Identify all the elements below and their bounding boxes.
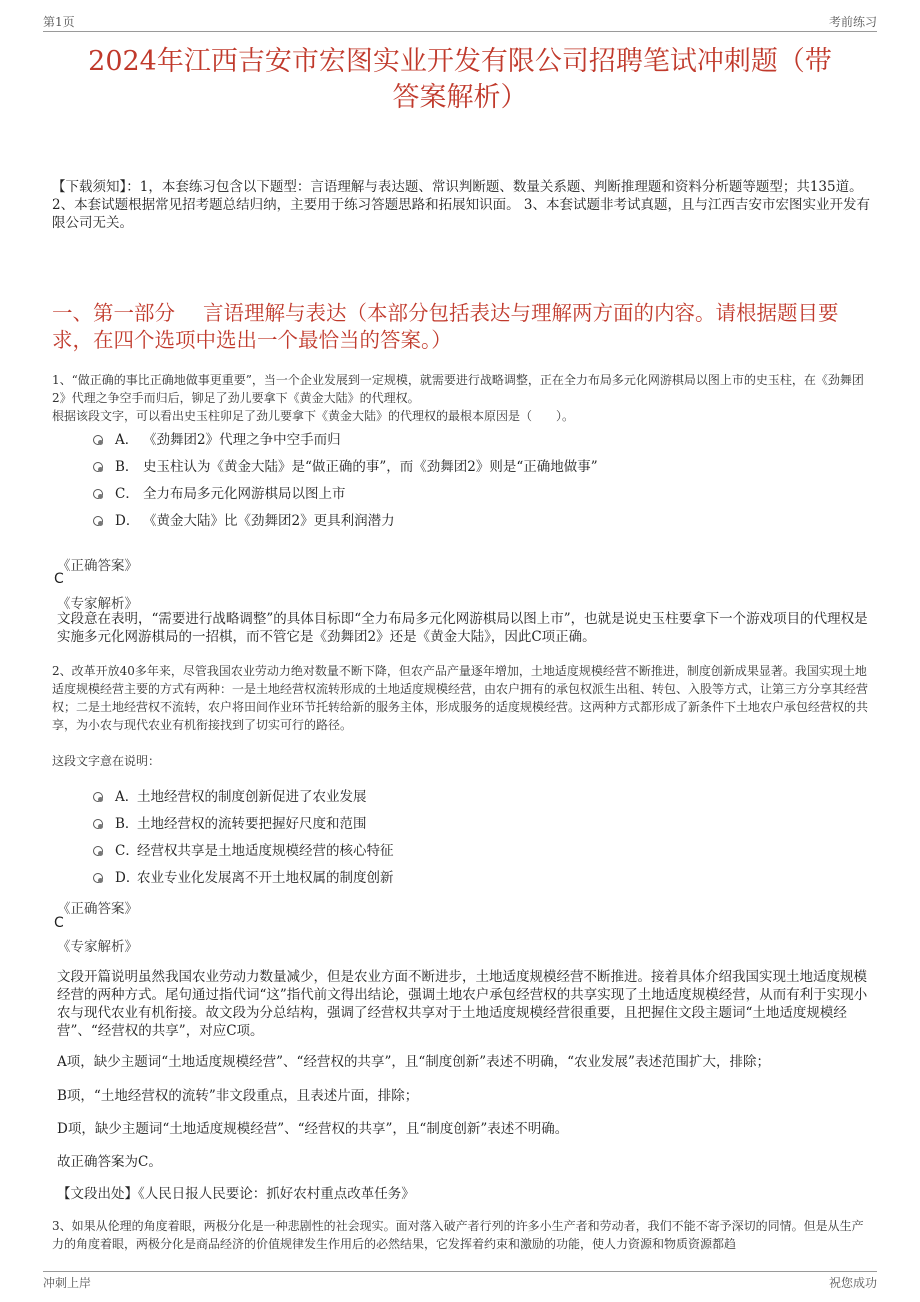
question-2-option-a-note: A项，缺少主题词“土地适度规模经营”、“经营权的共享”，且“制度创新”表述不明确，“农业发展”表述范围扩大，排除； <box>57 1054 770 1070</box>
section-number: 一、第一部分 <box>52 301 175 325</box>
question-1-stem <box>52 371 872 425</box>
question-1-analysis-label: 《专家解析》 <box>57 596 138 612</box>
question-3-passage: 3、如果从伦理的角度着眼，两极分化是一种悲剧性的社会现实。面对落入破产者行列的许多小生产者和劳动者，我们不能不寄予深切的同情。但是从生产力的角度着眼，两极分化是商品经济的价值规律发生作用后的必然结果，它发挥着约束和激励的功能，使人力资源和物质资源都趋 <box>52 1219 864 1251</box>
question-2-answer-label: 《正确答案》 <box>57 901 138 917</box>
option-text: 史玉柱认为《黄金大陆》是“做正确的事”，而《劲舞团2》则是“正确地做事” <box>143 459 598 475</box>
radio-button-icon[interactable] <box>93 462 103 472</box>
option-letter: D． <box>115 513 140 529</box>
question-2-option-a[interactable] <box>93 787 793 814</box>
question-2-conclusion: 故正确答案为C。 <box>57 1154 162 1170</box>
question-1-answer-label: 《正确答案》 <box>57 558 138 574</box>
question-2-analysis: 文段开篇说明虽然我国农业劳动力数量减少，但是农业方面不断进步，土地适度规模经营不断推进。接着具体介绍我国实现土地适度规模经营的两种方式。尾句通过指代词“这”指代前文得出结论，强调土地农户承包经营权的共享实现了土地适度规模经营，从而有利于实现小农与现代农业有机衔接。故文段为分总结构，强调了经营权共享对于土地适度规模经营很重要，且把握住文段主题词“土地适度规模经营”、“经营权的共享”，对应C项。 <box>57 969 868 1039</box>
footer-right-text: 祝您成功 <box>828 1276 877 1290</box>
option-letter: B． <box>115 816 139 832</box>
page-footer <box>43 1271 877 1290</box>
question-1-answer: C <box>54 571 64 587</box>
question-2-passage: 2、改革开放40多年来，尽管我国农业劳动力绝对数量不断下降，但农产品产量逐年增加，土地适度规模经营不断推进，制度创新成果显著。我国实现土地适度规模经营主要的方式有两种：一是土地经营权流转形成的土地适度规模经营，由农户拥有的承包权派生出租、转包、入股等方式，让第三方分享其经营权；二是土地经营权不流转，农户将田间作业环节托转给新的服务主体，形成服务的适度规模经营。这两种方式都形成了新条件下土地农户承包经营权的共享，为小农与现代农业有机衔接找到了切实可行的路径。 <box>52 664 869 732</box>
question-1-options <box>93 430 793 538</box>
section-description: 言语理解与表达（本部分包括表达与理解两方面的内容。请根据题目要求，在四个选项中选出一个最恰当的答案。） <box>52 301 839 352</box>
question-2-option-b[interactable] <box>93 814 793 841</box>
header-tag: 考前练习 <box>828 15 877 29</box>
document-title-line-2: 答案解析） <box>392 82 528 113</box>
radio-button-icon[interactable] <box>93 489 103 499</box>
question-2-option-c[interactable] <box>93 841 793 868</box>
question-1-option-c[interactable] <box>93 484 793 511</box>
document-title-line-1: 2024年江西吉安市宏图实业开发有限公司招聘笔试冲刺题（带 <box>88 46 832 77</box>
question-1-option-b[interactable] <box>93 457 793 484</box>
option-letter: A． <box>115 789 139 805</box>
download-notice: 【下载须知】：1，本套练习包含以下题型：言语理解与表达题、常识判断题、数量关系题、判断推理题和资料分析题等题型；共135道。 2、本套试题根据常见招考题总结归纳，主要用于练习答题思路和拓展知识面。 3、本套试题非考试真题，且与江西吉安市宏图实业开发有限公司无关。 <box>52 179 870 231</box>
radio-button-icon[interactable] <box>93 819 103 829</box>
question-2-answer: C <box>54 915 64 931</box>
question-2-option-b-note: B项，“土地经营权的流转”非文段重点，且表述片面，排除； <box>57 1088 419 1104</box>
option-text: 土地经营权的制度创新促进了农业发展 <box>137 789 367 805</box>
option-letter: B． <box>115 459 139 475</box>
radio-button-icon[interactable] <box>93 846 103 856</box>
question-1-option-a[interactable] <box>93 430 793 457</box>
option-text: 《黄金大陆》比《劲舞团2》更具利润潜力 <box>143 513 395 529</box>
option-text: 农业专业化发展离不开土地权属的制度创新 <box>137 870 394 886</box>
option-text: 《劲舞团2》代理之争中空手而归 <box>143 432 341 448</box>
question-1-passage: 1、“做正确的事比正确地做事更重要”，当一个企业发展到一定规模，就需要进行战略调整，正在全力布局多元化网游棋局以图上市的史玉柱，在《劲舞团2》代理之争空手而归后，铆足了劲儿要拿下《黄金大陆》的代理权。 <box>52 373 864 405</box>
option-letter: D． <box>115 870 140 886</box>
radio-button-icon[interactable] <box>93 873 103 883</box>
question-2-analysis-label: 《专家解析》 <box>57 939 138 955</box>
option-text: 全力布局多元化网游棋局以图上市 <box>143 486 346 502</box>
option-text: 土地经营权的流转要把握好尺度和范围 <box>137 816 367 832</box>
question-2-option-d-note: D项，缺少主题词“土地适度规模经营”、“经营权的共享”，且“制度创新”表述不明确。 <box>57 1121 569 1137</box>
radio-button-icon[interactable] <box>93 435 103 445</box>
option-text: 经营权共享是土地适度规模经营的核心特征 <box>137 843 394 859</box>
option-letter: C． <box>115 843 139 859</box>
footer-left-text: 冲刺上岸 <box>43 1276 92 1290</box>
section-title <box>52 300 872 354</box>
option-letter: C． <box>115 486 139 502</box>
question-1-prompt: 根据该段文字，可以看出史玉柱卯足了劲儿要拿下《黄金大陆》的代理权的最根本原因是（ ）。 <box>52 409 575 423</box>
question-2-source: 【文段出处】《人民日报人民要论：抓好农村重点改革任务》 <box>57 1186 415 1202</box>
question-2-options <box>93 787 793 895</box>
question-2-option-d[interactable] <box>93 868 793 895</box>
question-1-analysis: 文段意在表明，“需要进行战略调整”的具体目标即“全力布局多元化网游棋局以图上市”，也就是说史玉柱要拿下一个游戏项目的代理权是实施多元化网游棋局的一招棋，而不管它是《劲舞团2》还是《黄金大陆》，因此C项正确。 <box>57 611 868 645</box>
question-2-prompt: 这段文字意在说明： <box>52 754 161 768</box>
question-1-option-d[interactable] <box>93 511 793 538</box>
option-letter: A． <box>115 432 139 448</box>
document-title <box>40 44 880 116</box>
radio-button-icon[interactable] <box>93 516 103 526</box>
page-header <box>43 13 877 32</box>
radio-button-icon[interactable] <box>93 792 103 802</box>
page-number: 第1页 <box>43 15 75 29</box>
